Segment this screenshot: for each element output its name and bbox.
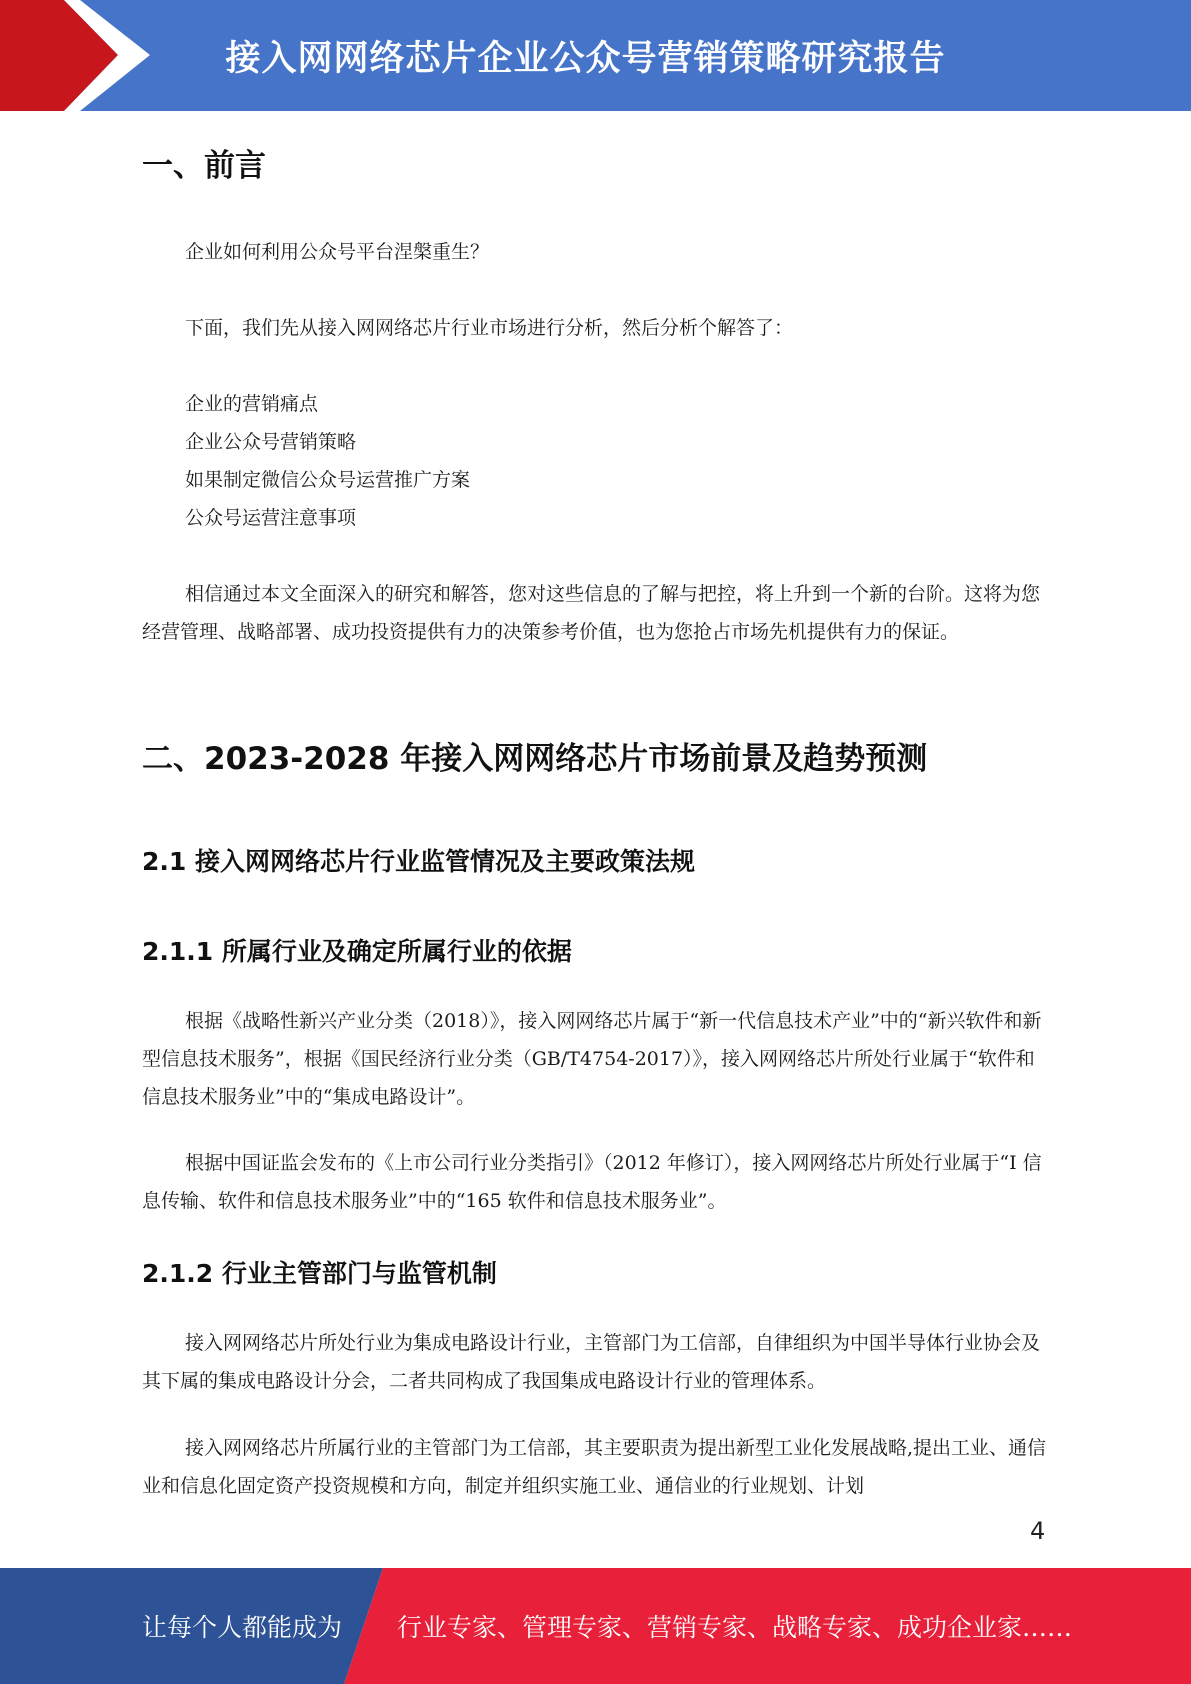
section-2-1-2-heading: 2.1.2 行业主管部门与监管机制 [142,1259,497,1288]
section-2-1-heading: 2.1 接入网网络芯片行业监管情况及主要政策法规 [142,847,695,876]
section-1-paragraph-2: 下面，我们先从接入网网络芯片行业市场进行分析，然后分析个解答了： [185,317,794,339]
section-2-1-1-paragraph-1: 根据《战略性新兴产业分类（2018）》，接入网网络芯片属于“新一代信息技术产业”中的“新兴软件和新型信息技术服务”，根据《国民经济行业分类（GB/T4754-2017）》，接入网网络芯片所处行业属于“软件和信息技术服务业”中的“集成电路设计”。 [142,1010,1042,1108]
footer-banner [0,1568,1191,1684]
section-2-1-2-paragraph-1: 接入网网络芯片所处行业为集成电路设计行业，主管部门为工信部，自律组织为中国半导体行业协会及其下属的集成电路设计分会，二者共同构成了我国集成电路设计行业的管理体系。 [142,1332,1041,1392]
footer-slogan-right: 行业专家、管理专家、营销专家、战略专家、成功企业家…… [397,1613,1073,1642]
section-2-heading: 二、2023-2028 年接入网网络芯片市场前景及趋势预测 [142,741,928,777]
section-1-paragraph-3: 相信通过本文全面深入的研究和解答，您对这些信息的了解与把控，将上升到一个新的台阶。这将为您经营管理、战略部署、成功投资提供有力的决策参考价值，也为您抢占市场先机提供有力的保证。 [142,583,1041,643]
page-number: 4 [1030,1517,1046,1545]
section-2-1-2-paragraph-2: 接入网网络芯片所属行业的主管部门为工信部，其主要职责为提出新型工业化发展战略,提出工业、通信业和信息化固定资产投资规模和方向，制定并组织实施工业、通信业的行业规划、计划 [142,1437,1047,1497]
list-item: 如果制定微信公众号运营推广方案 [185,469,471,491]
header-banner [0,0,1191,111]
header-arrow-decoration [0,0,150,111]
section-2-1-1-paragraph-2: 根据中国证监会发布的《上市公司行业分类指引》（2012 年修订），接入网网络芯片所处行业属于“I 信息传输、软件和信息技术服务业”中的“165 软件和信息技术服务业”。 [142,1152,1042,1212]
footer-slogan-left: 让每个人都能成为 [142,1613,343,1642]
list-item: 企业的营销痛点 [185,393,319,415]
list-item: 公众号运营注意事项 [185,507,357,529]
list-item: 企业公众号营销策略 [185,431,357,453]
section-1-heading: 一、前言 [142,148,266,184]
section-2-1-1-heading: 2.1.1 所属行业及确定所属行业的依据 [142,937,572,966]
report-title: 接入网网络芯片企业公众号营销策略研究报告 [225,38,946,79]
section-1-paragraph-1: 企业如何利用公众号平台涅槃重生？ [185,241,490,263]
